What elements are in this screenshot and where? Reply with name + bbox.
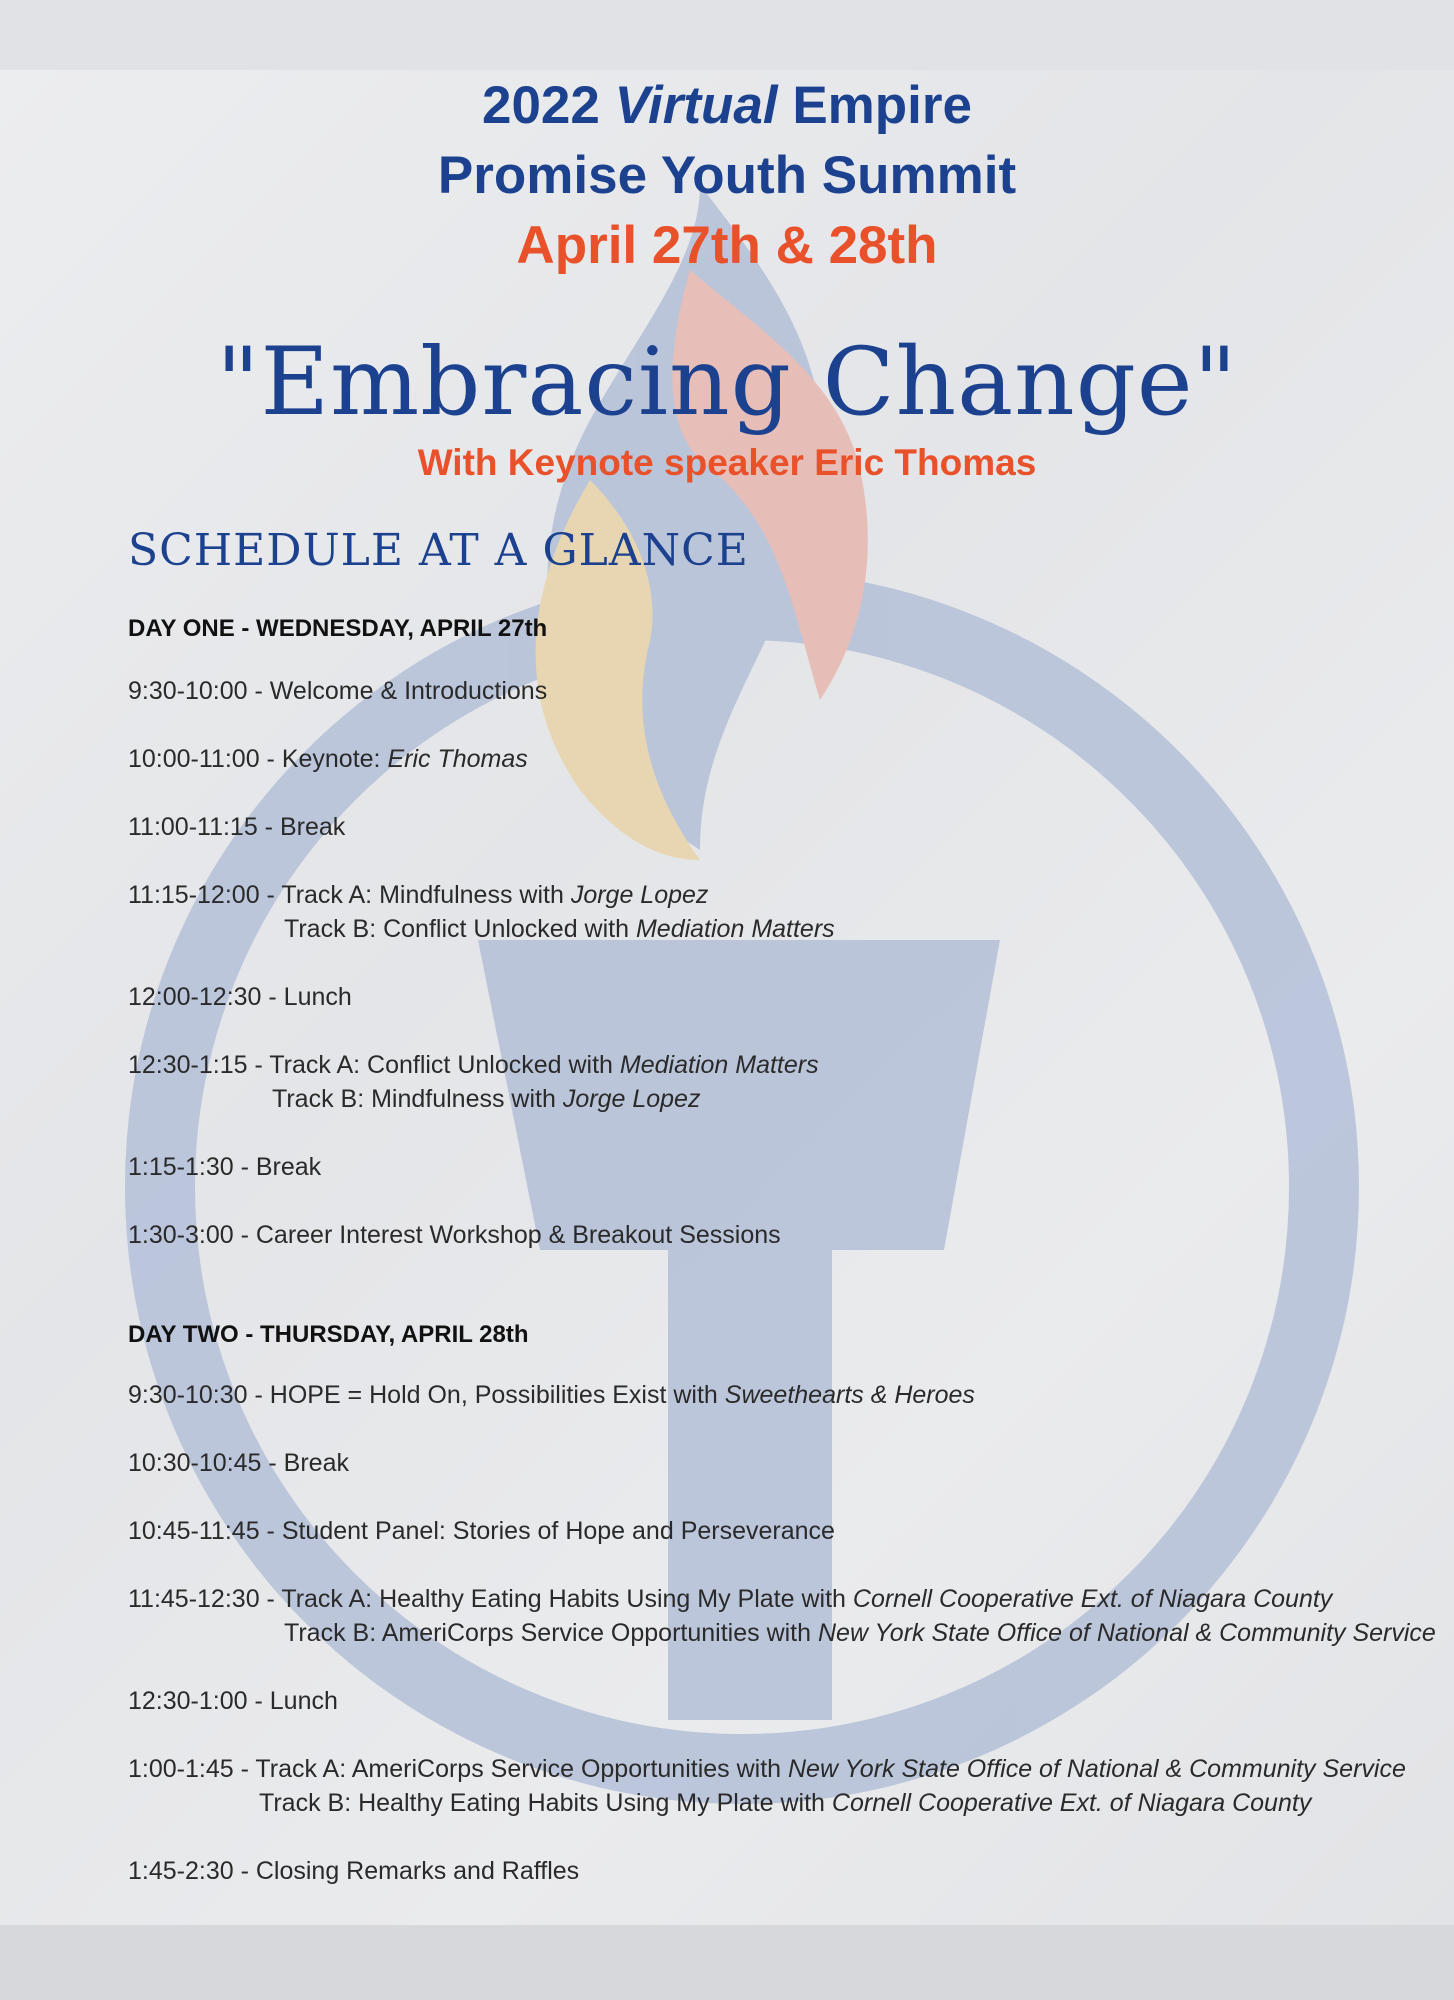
day-two-item-5: 12:30-1:00 - Lunch [128,1687,338,1715]
day-one-item-2: 10:00-11:00 - Keynote: Eric Thomas [128,745,528,773]
day-one-item-8: 1:30-3:00 - Career Interest Workshop & Breakout Sessions [128,1221,781,1249]
day-two-item-3: 10:45-11:45 - Student Panel: Stories of Hope and Perseverance [128,1517,835,1545]
day-one-item-4: 11:15-12:00 - Track A: Mindfulness with Jorge Lopez Track B: Conflict Unlocked with Mediation Matters [128,881,835,943]
day-one-title: DAY ONE - WEDNESDAY, APRIL 27th [128,615,548,642]
event-empire: Empire [792,76,973,135]
day-two-item-2: 10:30-10:45 - Break [128,1449,349,1477]
day-two-item-4: 11:45-12:30 - Track A: Healthy Eating Habits Using My Plate with Cornell Cooperative Ext. of Niagara County Track B: AmeriCorps Service Opportunities with New York State Office of National & Community Service [128,1585,1436,1647]
day-one-item-3: 11:00-11:15 - Break [128,813,346,841]
event-title-line1 [0,74,1454,138]
event-theme: "Embracing Change" [216,328,1238,437]
day-one-item-6: 12:30-1:15 - Track A: Conflict Unlocked with Mediation Matters Track B: Mindfulness with Jorge Lopez [128,1051,819,1113]
event-title-line2: Promise Youth Summit [437,146,1017,205]
day-one-item-7: 1:15-1:30 - Break [128,1153,322,1181]
schedule-title: SCHEDULE AT A GLANCE [128,525,749,576]
day-two-title: DAY TWO - THURSDAY, APRIL 28th [128,1321,529,1348]
keynote-line: With Keynote speaker Eric Thomas [417,442,1037,483]
event-virtual: Virtual [614,76,778,135]
event-dates: April 27th & 28th [516,216,938,275]
day-two-item-7: 1:45-2:30 - Closing Remarks and Raffles [128,1857,580,1885]
day-two-item-6: 1:00-1:45 - Track A: AmeriCorps Service Opportunities with New York State Office of National & Community Service Track B: Healthy Eating Habits Using My Plate with Cornell Cooperative Ext. of Niagara County [128,1755,1406,1817]
day-one-item-5: 12:00-12:30 - Lunch [128,983,352,1011]
day-two-item-1: 9:30-10:30 - HOPE = Hold On, Possibilities Exist with Sweethearts & Heroes [128,1381,975,1409]
event-year: 2022 [481,76,600,135]
day-one-item-1: 9:30-10:00 - Welcome & Introductions [128,677,548,705]
